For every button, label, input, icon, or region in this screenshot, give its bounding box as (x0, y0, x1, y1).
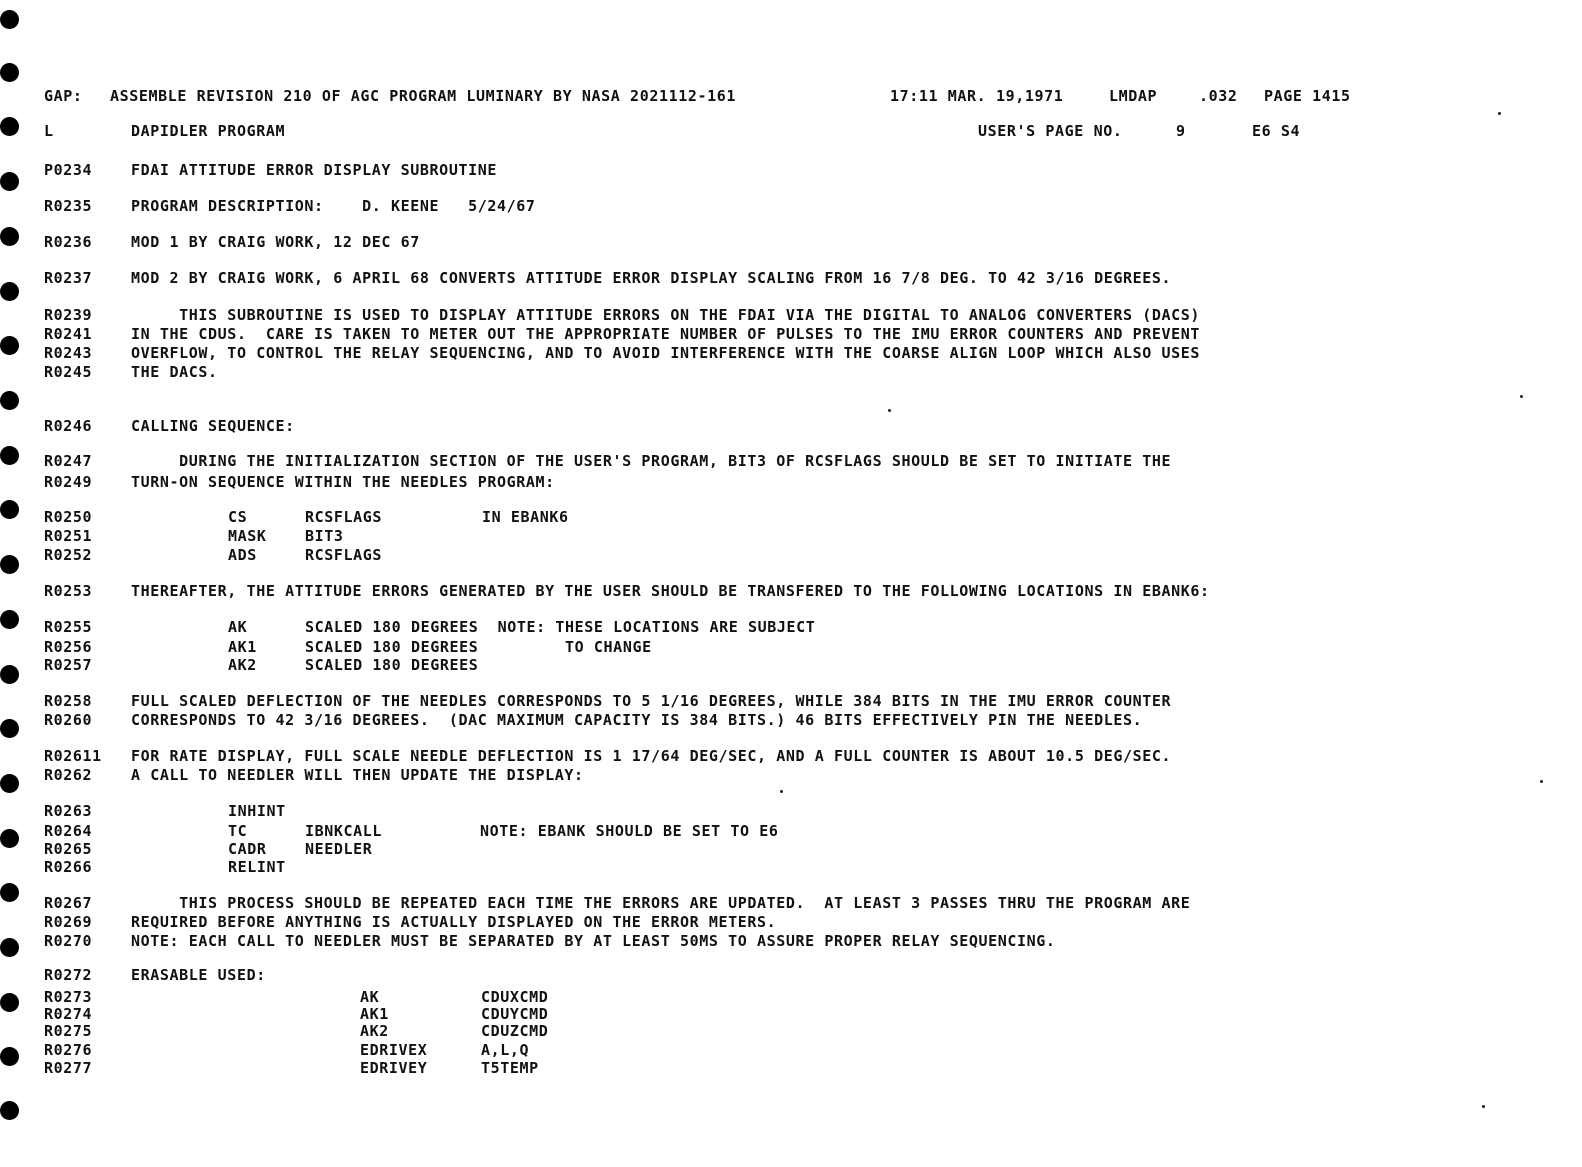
erasable-line (44, 1005, 549, 1023)
line-number: R0246 (44, 417, 93, 435)
feed-hole-icon (0, 227, 19, 246)
feed-hole-icon (0, 993, 19, 1012)
line-number: R0270 (44, 932, 93, 950)
line-text: NOTE: EACH CALL TO NEEDLER MUST BE SEPARATED BY AT LEAST 50MS TO ASSURE PROPER RELAY SEQUENCING. (131, 932, 1056, 950)
scan-speck (1482, 1105, 1485, 1108)
listing-line (44, 269, 1172, 287)
assembly-title: ASSEMBLE REVISION 210 OF AGC PROGRAM LUMINARY BY NASA 2021112-161 (110, 87, 736, 105)
line-text: IN THE CDUS. CARE IS TAKEN TO METER OUT THE APPROPRIATE NUMBER OF PULSES TO THE IMU ERROR COUNTERS AND PREVENT (131, 325, 1201, 343)
operand: BIT3 (305, 527, 344, 545)
timestamp: 17:11 MAR. 19,1971 (890, 87, 1064, 105)
feed-hole-icon (0, 883, 19, 902)
opcode: AK (228, 618, 248, 636)
code-line (44, 858, 286, 876)
line-number: R0262 (44, 766, 93, 784)
users-page-label: USER'S PAGE NO. (978, 122, 1123, 140)
line-number: R02611 (44, 747, 102, 765)
erasable-line (44, 1041, 530, 1059)
assembler-tag: GAP: (44, 87, 83, 105)
code-comment: NOTE: EBANK SHOULD BE SET TO E6 (480, 822, 779, 840)
line-text: TURN-ON SEQUENCE WITHIN THE NEEDLES PROGRAM: (131, 473, 555, 491)
erasable-name: AK2 (360, 1022, 389, 1040)
feed-hole-icon (0, 829, 19, 848)
line-text: PROGRAM DESCRIPTION: D. KEENE 5/24/67 (131, 197, 536, 215)
line-number: R0264 (44, 822, 93, 840)
users-page-number: 9 (1176, 122, 1186, 140)
feed-hole-icon (0, 555, 19, 574)
listing-line (44, 966, 266, 984)
program-name: DAPIDLER PROGRAM (131, 122, 286, 140)
listing-line (44, 582, 1210, 600)
line-number: R0239 (44, 306, 93, 324)
listing-line (44, 363, 218, 381)
line-number: P0234 (44, 161, 93, 179)
listing-line (44, 692, 1172, 710)
line-text: FOR RATE DISPLAY, FULL SCALE NEEDLE DEFLECTION IS 1 17/64 DEG/SEC, AND A FULL COUNTER IS ABOUT 10.5 DEG/SEC. (131, 747, 1172, 765)
line-number: R0263 (44, 802, 93, 820)
opcode: AK2 (228, 656, 257, 674)
scan-speck (1540, 780, 1543, 783)
line-text: FULL SCALED DEFLECTION OF THE NEEDLES CORRESPONDS TO 5 1/16 DEGREES, WHILE 384 BITS IN THE IMU ERROR COUNTER (131, 692, 1172, 710)
listing-line (44, 932, 1056, 950)
version: .032 (1199, 87, 1238, 105)
feed-hole-icon (0, 336, 19, 355)
feed-hole-icon (0, 391, 19, 410)
erasable-target: CDUYCMD (481, 1005, 549, 1023)
module-name: LMDAP (1109, 87, 1158, 105)
feed-hole-icon (0, 1047, 19, 1066)
code-line (44, 656, 479, 674)
scan-speck (1498, 112, 1501, 115)
line-number: R0237 (44, 269, 93, 287)
line-number: R0245 (44, 363, 93, 381)
line-text: THIS SUBROUTINE IS USED TO DISPLAY ATTITUDE ERRORS ON THE FDAI VIA THE DIGITAL TO ANALOG CONVERTERS (DACS) (131, 306, 1201, 324)
line-number: R0235 (44, 197, 93, 215)
erasable-name: EDRIVEX (360, 1041, 428, 1059)
code-line (44, 546, 383, 564)
line-text: OVERFLOW, TO CONTROL THE RELAY SEQUENCING, AND TO AVOID INTERFERENCE WITH THE COARSE ALIGN LOOP WHICH ALSO USES (131, 344, 1201, 362)
line-text: FDAI ATTITUDE ERROR DISPLAY SUBROUTINE (131, 161, 497, 179)
line-number: R0258 (44, 692, 93, 710)
line-number: R0251 (44, 527, 93, 545)
opcode: ADS (228, 546, 257, 564)
scan-speck (888, 409, 891, 412)
opcode: TC (228, 822, 248, 840)
line-text: THE DACS. (131, 363, 218, 381)
line-number: R0243 (44, 344, 93, 362)
line-text: REQUIRED BEFORE ANYTHING IS ACTUALLY DISPLAYED ON THE ERROR METERS. (131, 913, 777, 931)
erasable-name: AK (360, 988, 380, 1006)
operand: RCSFLAGS (305, 546, 383, 564)
erasable-line (44, 1022, 549, 1040)
line-text: MOD 2 BY CRAIG WORK, 6 APRIL 68 CONVERTS ATTITUDE ERROR DISPLAY SCALING FROM 16 7/8 DEG. TO 42 3/16 DEGREES. (131, 269, 1172, 287)
opcode: RELINT (228, 858, 286, 876)
code-line (44, 527, 344, 545)
page-subheader (44, 122, 1301, 140)
operand: NEEDLER (305, 840, 373, 858)
listing-line (44, 344, 1201, 362)
erasable-target: A,L,Q (481, 1041, 530, 1059)
listing-line (44, 197, 536, 215)
erasable-name: AK1 (360, 1005, 389, 1023)
feed-hole-icon (0, 500, 19, 519)
line-number: R0255 (44, 618, 93, 636)
scan-speck (780, 790, 783, 793)
line-number: R0269 (44, 913, 93, 931)
line-number: R0236 (44, 233, 93, 251)
feed-hole-icon (0, 665, 19, 684)
line-number: R0274 (44, 1005, 93, 1023)
line-text: MOD 1 BY CRAIG WORK, 12 DEC 67 (131, 233, 420, 251)
line-number: R0266 (44, 858, 93, 876)
line-number: R0273 (44, 988, 93, 1006)
erasable-line (44, 1059, 539, 1077)
line-text: THEREAFTER, THE ATTITUDE ERRORS GENERATED BY THE USER SHOULD BE TRANSFERED TO THE FOLLOWING LOCATIONS IN EBANK6: (131, 582, 1210, 600)
line-number: R0247 (44, 452, 93, 470)
opcode: INHINT (228, 802, 286, 820)
code-line (44, 822, 779, 840)
feed-hole-icon (0, 282, 19, 301)
listing-line (44, 711, 1143, 729)
operand: RCSFLAGS (305, 508, 383, 526)
listing-line (44, 417, 295, 435)
line-number: R0265 (44, 840, 93, 858)
line-text: CORRESPONDS TO 42 3/16 DEGREES. (DAC MAXIMUM CAPACITY IS 384 BITS.) 46 BITS EFFECTIVELY PIN THE NEEDLES. (131, 711, 1143, 729)
operand: SCALED 180 DEGREES NOTE: THESE LOCATIONS ARE SUBJECT (305, 618, 816, 636)
erasable-name: EDRIVEY (360, 1059, 428, 1077)
operand: SCALED 180 DEGREES TO CHANGE (305, 638, 652, 656)
feed-hole-icon (0, 1101, 19, 1120)
feed-hole-icon (0, 610, 19, 629)
opcode: MASK (228, 527, 267, 545)
listing-line (44, 452, 1172, 470)
feed-hole-icon (0, 117, 19, 136)
erasable-line (44, 988, 549, 1006)
line-number: R0257 (44, 656, 93, 674)
line-number: R0260 (44, 711, 93, 729)
listing-line (44, 913, 777, 931)
line-number: R0272 (44, 966, 93, 984)
line-number: R0277 (44, 1059, 93, 1077)
listing-line (44, 161, 497, 179)
listing-line (44, 325, 1201, 343)
line-text: CALLING SEQUENCE: (131, 417, 295, 435)
feed-hole-icon (0, 774, 19, 793)
feed-hole-icon (0, 938, 19, 957)
line-number: R0250 (44, 508, 93, 526)
feed-hole-icon (0, 63, 19, 82)
line-number: R0275 (44, 1022, 93, 1040)
line-number: R0253 (44, 582, 93, 600)
operand: SCALED 180 DEGREES (305, 656, 479, 674)
line-number: R0241 (44, 325, 93, 343)
code-line (44, 802, 286, 820)
feed-hole-icon (0, 10, 19, 29)
line-text: DURING THE INITIALIZATION SECTION OF THE USER'S PROGRAM, BIT3 OF RCSFLAGS SHOULD BE SET TO INITIATE THE (131, 452, 1172, 470)
listing-line (44, 747, 1172, 765)
code-comment: IN EBANK6 (482, 508, 569, 526)
opcode: CS (228, 508, 248, 526)
erasable-target: CDUZCMD (481, 1022, 549, 1040)
operand: IBNKCALL (305, 822, 383, 840)
feed-hole-icon (0, 719, 19, 738)
page-header (44, 87, 1351, 105)
line-text: ERASABLE USED: (131, 966, 266, 984)
line-text: A CALL TO NEEDLER WILL THEN UPDATE THE DISPLAY: (131, 766, 584, 784)
line-number: R0267 (44, 894, 93, 912)
erasable-target: CDUXCMD (481, 988, 549, 1006)
feed-hole-icon (0, 172, 19, 191)
feed-hole-icon (0, 446, 19, 465)
tractor-feed-holes (0, 0, 30, 1167)
opcode: CADR (228, 840, 267, 858)
code-line (44, 840, 373, 858)
listing-line (44, 473, 555, 491)
listing-line (44, 894, 1191, 912)
erasable-target: T5TEMP (481, 1059, 539, 1077)
listing-line (44, 766, 584, 784)
listing-line (44, 306, 1201, 324)
page-number: PAGE 1415 (1264, 87, 1351, 105)
line-number: R0252 (44, 546, 93, 564)
code-line (44, 618, 816, 636)
scan-speck (1520, 395, 1523, 398)
opcode: AK1 (228, 638, 257, 656)
line-number: R0256 (44, 638, 93, 656)
listing-type: L (44, 122, 54, 140)
line-text: THIS PROCESS SHOULD BE REPEATED EACH TIME THE ERRORS ARE UPDATED. AT LEAST 3 PASSES THRU THE PROGRAM ARE (131, 894, 1191, 912)
code-line (44, 508, 569, 526)
line-number: R0249 (44, 473, 93, 491)
code-line (44, 638, 652, 656)
listing-line (44, 233, 420, 251)
bank-id: E6 S4 (1252, 122, 1301, 140)
line-number: R0276 (44, 1041, 93, 1059)
